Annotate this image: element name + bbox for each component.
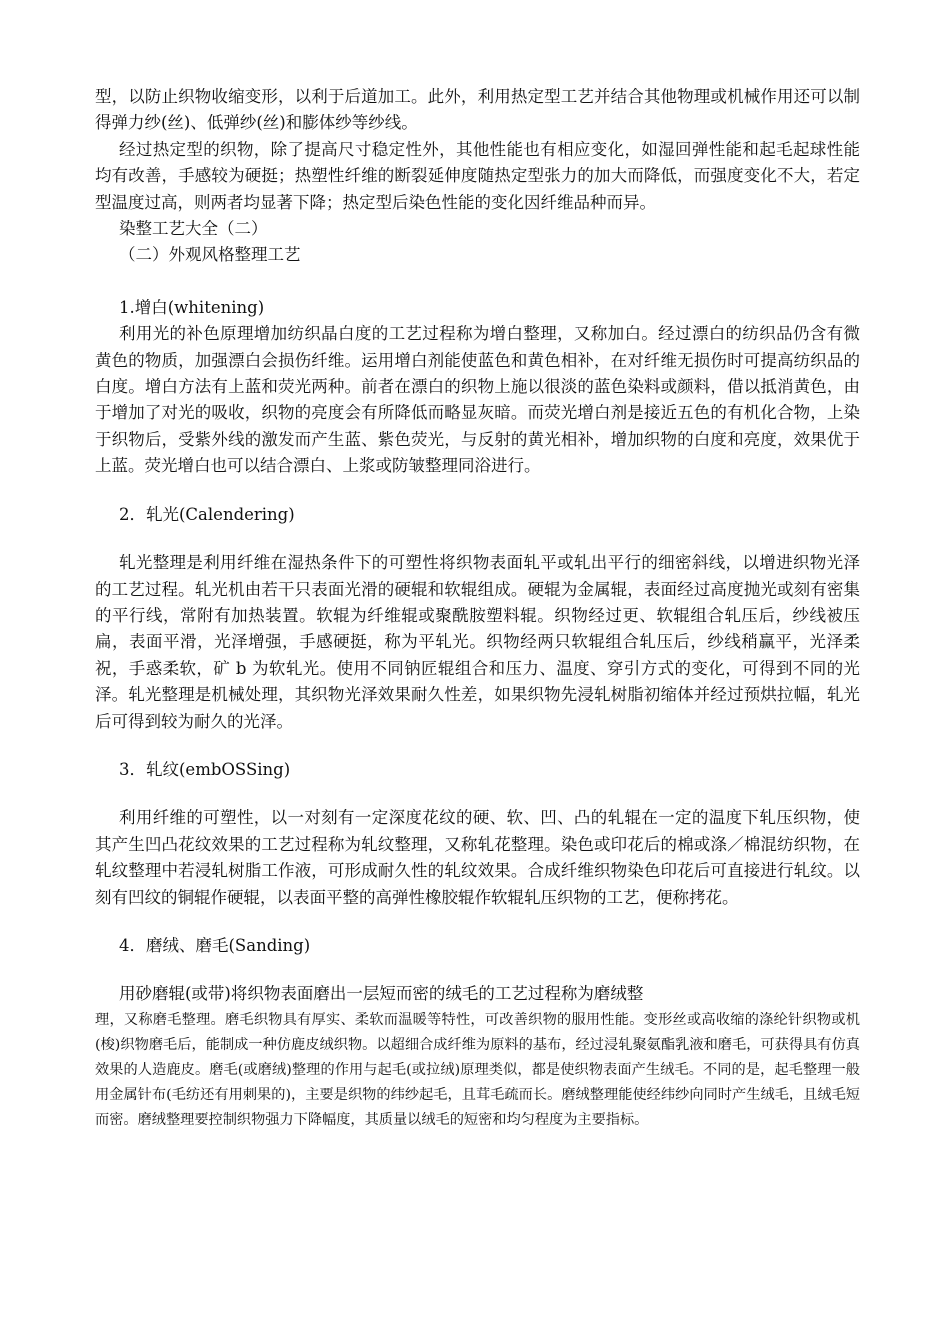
item-embossing: [95, 757, 860, 911]
item-text: 理，又称磨毛整理。磨毛织物具有厚实、柔软而温暖等特性，可改善织物的服用性能。变形丝或高收缩的涤纶针织物或机(梭)织物磨毛后，能制成一种仿鹿皮绒织物。以超细合成纤维为原料的基布，经过浸轧聚氨酯乳液和磨毛，可获得具有仿真效果的人造鹿皮。磨毛(或磨绒)整理的作用与起毛(或拉绒)原理类似，都是使织物表面产生绒毛。不同的是，起毛整理一般用金属针布(毛纺还有用刺果的)，主要是织物的纬纱起毛，且茸毛疏而长。磨绒整理能使经纬纱向同时产生绒毛，且绒毛短而密。磨绒整理要控制织物强力下降幅度，其质量以绒毛的短密和均匀程度为主要指标。: [95, 1011, 860, 1128]
item-text: 轧光整理是利用纤维在湿热条件下的可塑性将织物表面轧平或轧出平行的细密斜线，以增进织物光泽的工艺过程。轧光机由若干只表面光滑的硬辊和软辊组成。硬辊为金属辊，表面经过高度抛光或刻有密集的平行线，常附有加热装置。软辊为纤维辊或聚酰胺塑料辊。织物经过更、软辊组合轧压后，纱线被压扁，表面平滑，光泽增强，手感硬挺，称为平轧光。织物经两只软辊组合轧压后，纱线稍赢平，光泽柔祝，手惑柔软，矿 b 为软轧光。使用不同钠匠辊组合和压力、温度、穿引方式的变化，可得到不同的光泽。轧光整理是机械处理，其织物光泽效果耐久性差，如果织物先浸轧树脂初缩体并经过预烘拉幅，轧光后可得到较为耐久的光泽。: [95, 553, 860, 731]
document-page: [95, 84, 860, 1133]
item-title: 1.增白(whitening): [119, 297, 265, 317]
intro-paragraph-1: 型，以防止织物收缩变形，以利于后道加工。此外，利用热定型工艺并结合其他物理或机械作用还可以制得弹力纱(丝)、低弹纱(丝)和膨体纱等纱线。: [95, 87, 860, 133]
item-title: 4．磨绒、磨毛(Sanding): [119, 935, 311, 955]
item-sanding: [95, 933, 860, 1133]
item-title: 2．轧光(Calendering): [119, 504, 295, 524]
item-lead-text: 用砂磨辊(或带)将织物表面磨出一层短而密的绒毛的工艺过程称为磨绒整: [119, 984, 644, 1004]
intro-paragraph-2: 经过热定型的织物，除了提高尺寸稳定性外，其他性能也有相应变化，如湿回弹性能和起毛起球性能均有改善，手感较为硬挺；热塑性纤维的断裂延伸度随热定型张力的加大而降低，而强度变化不大，若定型温度过高，则两者均显著下降；热定型后染色性能的变化因纤维品种而异。: [95, 139, 860, 212]
item-calendering: [95, 502, 860, 735]
item-text: 利用纤维的可塑性，以一对刻有一定深度花纹的硬、软、凹、凸的轧辊在一定的温度下轧压织物，使其产生凹凸花纹效果的工艺过程称为轧纹整理，又称轧花整理。染色或印花后的棉或涤／棉混纺织物，在轧纹整理中若浸轧树脂工作液，可形成耐久性的轧纹效果。合成纤维织物染色印花后可直接进行轧纹。以刻有凹纹的铜辊作硬辊，以表面平整的高弹性橡胶辊作软辊轧压织物的工艺，便称拷花。: [95, 808, 860, 907]
section-heading: （二）外观风格整理工艺: [119, 245, 301, 265]
item-whitening: [95, 295, 860, 480]
item-text: 利用光的补色原理增加纺织晶白度的工艺过程称为增白整理，又称加白。经过漂白的纺织品仍含有微黄色的物质，加强漂白会损伤纤维。运用增白剂能使蓝色和黄色相补，在对纤维无损伤时可提高纺织品的白度。增白方法有上蓝和荧光两种。前者在漂白的织物上施以很淡的蓝色染料或颜料，借以抵消黄色，由于增加了对光的吸收，织物的亮度会有所降低而略显灰暗。而荧光增白剂是接近五色的有机化合物，上染于织物后，受紫外线的激发而产生蓝、紫色荧光，与反射的黄光相补，增加织物的白度和亮度，效果优于上蓝。荧光增白也可以结合漂白、上浆或防皱整理同浴进行。: [95, 324, 860, 476]
item-title: 3．轧纹(embOSSing): [119, 759, 291, 779]
part-heading: 染整工艺大全（二）: [119, 219, 268, 239]
